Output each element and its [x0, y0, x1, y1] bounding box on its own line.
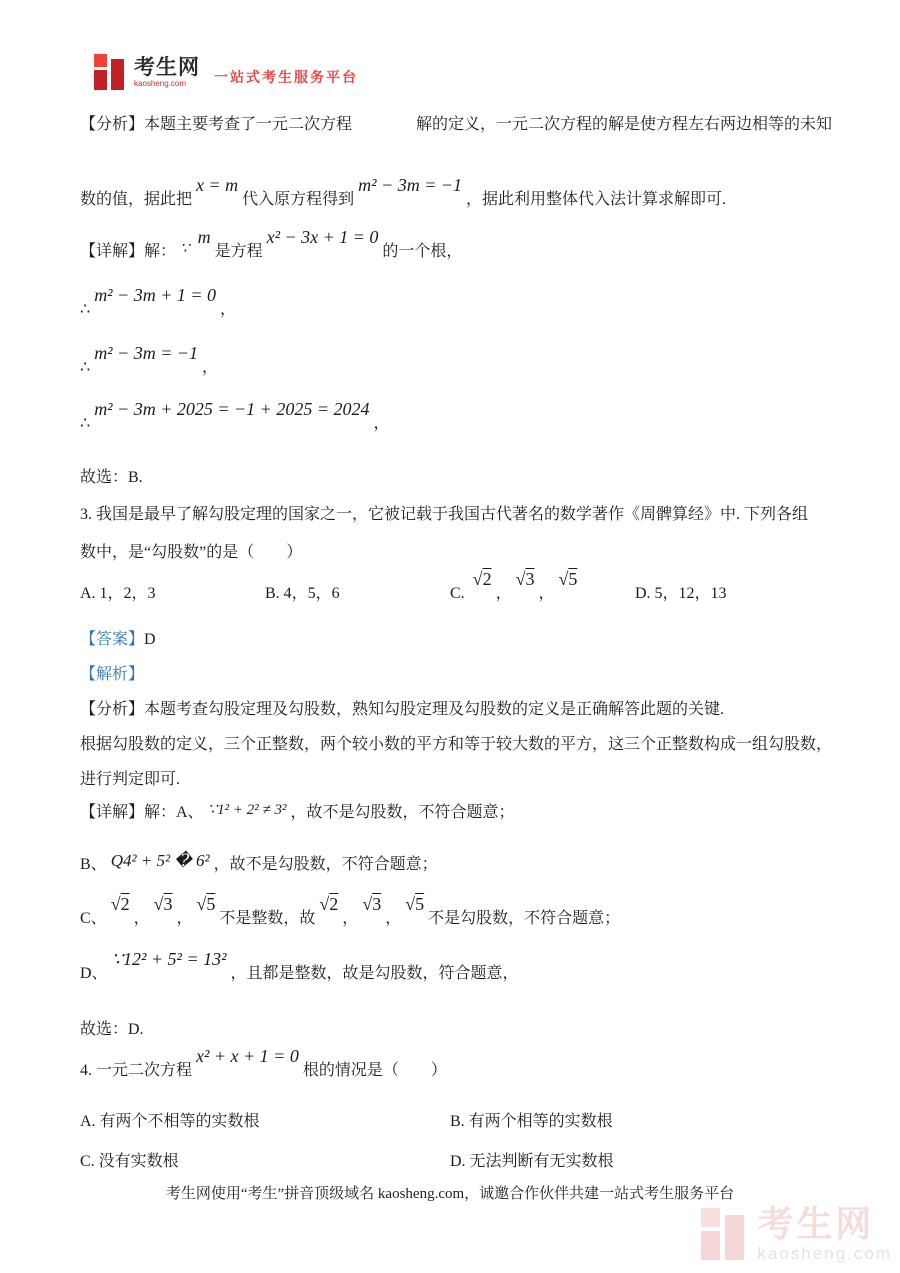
q3-detail-option-d	[80, 949, 519, 986]
math-formula: m² − 3m + 1 = 0	[94, 285, 217, 305]
text-run: ∴	[80, 301, 91, 318]
text-run: ，	[202, 359, 219, 376]
q3-option-a: A. 1，2，3	[80, 585, 156, 602]
answer-label: 【答案】	[80, 631, 145, 648]
logo-domain: kaosheng.com	[134, 78, 187, 88]
sqrt-formula: √5	[405, 894, 425, 914]
q2-solution-step-3	[80, 399, 390, 436]
q3-analysis-line-2: 根据勾股数的定义，三个正整数，两个较小数的平方和等于较大数的平方，这三个正整数构成一组勾股数，	[80, 736, 833, 753]
sqrt-formula: √2	[110, 894, 130, 914]
text-run: D、	[80, 965, 108, 982]
watermark	[701, 1203, 892, 1263]
q2-analysis-line-2	[80, 175, 727, 212]
text-run: 代入原方程得到	[242, 191, 355, 208]
footer-note: 考生网使用“考生”拼音顶级域名 kaosheng.com，诚邀合作伙伴共建一站式考生服务平台	[165, 1186, 735, 1202]
logo-text-block	[134, 57, 200, 88]
math-formula: Q4² + 5² � 6²	[110, 851, 210, 870]
q2-solution-intro	[80, 227, 463, 264]
q2-solution-step-1	[80, 285, 237, 322]
answer-value: D	[144, 631, 156, 648]
sqrt-formula: √3	[153, 894, 173, 914]
text-run: ，	[133, 910, 150, 927]
math-formula: m² − 3m + 2025 = −1 + 2025 = 2024	[94, 399, 370, 419]
text-run: 【详解】解：	[80, 243, 177, 260]
q4-option-c: C. 没有实数根	[80, 1153, 179, 1170]
text-run: ，	[176, 910, 193, 927]
sqrt-formula: √5	[558, 569, 578, 589]
text-run: 是方程	[214, 243, 263, 260]
q2-solution-step-2	[80, 343, 219, 380]
watermark-text-block	[757, 1203, 892, 1263]
math-formula: ∵12² + 5² = 13²	[111, 949, 227, 969]
text-run: 数的值，据此把	[80, 191, 193, 208]
text-run: ，	[342, 910, 359, 927]
text-run: ∴	[80, 415, 91, 432]
q3-option-b: B. 4，5，6	[265, 585, 340, 602]
text-run: ，	[373, 415, 390, 432]
q4-stem	[80, 1046, 447, 1083]
text-run: ，据此利用整体代入法计算求解即可.	[466, 191, 727, 208]
q4-option-b: B. 有两个相等的实数根	[450, 1113, 613, 1130]
text-run: 的一个根，	[382, 243, 463, 260]
site-header	[94, 54, 358, 90]
q3-analysis-line-3: 进行判定即可.	[80, 771, 181, 788]
text-run: 根的情况是（ ）	[302, 1062, 447, 1079]
text-run: 【详解】解：A、	[80, 804, 204, 821]
math-formula: x² − 3x + 1 = 0	[266, 227, 379, 247]
math-formula: m² − 3m = −1	[358, 175, 463, 195]
q3-options-row	[80, 569, 727, 603]
q3-stem-line-2: 数中，是“勾股数”的是（ ）	[80, 544, 303, 561]
text-run: 4. 一元二次方程	[80, 1062, 193, 1079]
text-run: C、	[80, 910, 107, 927]
watermark-title: 考生网	[757, 1203, 875, 1244]
q3-option-d: D. 5，12，13	[635, 585, 727, 602]
text-run: C.	[450, 585, 469, 602]
q3-jiexi-label: 【解析】	[80, 666, 145, 683]
q2-analysis-line-1: 【分析】本题主要考查了一元二次方程 解的定义，一元二次方程的解是使方程左右两边相等的未知	[80, 116, 833, 133]
math-formula: x² + x + 1 = 0	[196, 1046, 299, 1066]
text-run: ∴	[80, 359, 91, 376]
sqrt-formula: √2	[472, 569, 492, 589]
q4-option-a: A. 有两个不相等的实数根	[80, 1113, 260, 1130]
q4-option-d: D. 无法判断有无实数根	[450, 1153, 614, 1170]
q3-detail-option-b	[80, 852, 438, 877]
q4-options-row-1	[80, 1108, 613, 1131]
text-run: ，	[385, 910, 402, 927]
sqrt-formula: √5	[196, 894, 216, 914]
text-run: 不是整数，故	[219, 910, 316, 927]
watermark-domain: kaosheng.com	[757, 1244, 892, 1263]
text-run: ，	[538, 585, 555, 602]
q3-stem-line-1: 3. 我国是最早了解勾股定理的国家之一，它被记载于我国古代著名的数学著作《周髀算经》中. 下列各组	[80, 506, 809, 523]
text-run: ，故不是勾股数，不符合题意；	[290, 804, 515, 821]
q3-option-c	[450, 569, 635, 603]
q4-options-row-2	[80, 1148, 614, 1171]
text-run: B、	[80, 856, 107, 873]
sqrt-formula: √3	[362, 894, 382, 914]
math-formula: ∵1² + 2² ≠ 3²	[207, 802, 287, 818]
q3-detail-option-a	[80, 801, 514, 825]
logo-tagline: 一站式考生服务平台	[214, 69, 358, 85]
q3-analysis-line-1: 【分析】本题考查勾股定理及勾股数，熟知勾股定理及勾股数的定义是正确解答此题的关键.	[80, 701, 725, 718]
text-run: ，	[495, 585, 512, 602]
q3-detail-option-c	[80, 894, 621, 931]
math-formula: x = m	[196, 175, 239, 195]
sqrt-formula: √3	[515, 569, 535, 589]
math-formula: m	[197, 227, 211, 247]
text-run: ，故不是勾股数，不符合题意；	[213, 856, 438, 873]
kaosheng-watermark-icon	[701, 1208, 749, 1260]
sqrt-formula: √2	[319, 894, 339, 914]
math-formula: ∵	[180, 241, 190, 257]
q3-answer-line	[80, 628, 156, 652]
q3-conclusion: 故选：D.	[80, 1021, 144, 1038]
q2-conclusion: 故选：B.	[80, 469, 143, 486]
kaosheng-logo-icon	[94, 54, 128, 90]
logo-title: 考生网	[134, 55, 200, 79]
text-run: 不是勾股数，不符合题意；	[428, 910, 621, 927]
text-run: ，且都是整数，故是勾股数，符合题意，	[230, 965, 519, 982]
math-formula: m² − 3m = −1	[94, 343, 199, 363]
text-run: ，	[220, 301, 237, 318]
